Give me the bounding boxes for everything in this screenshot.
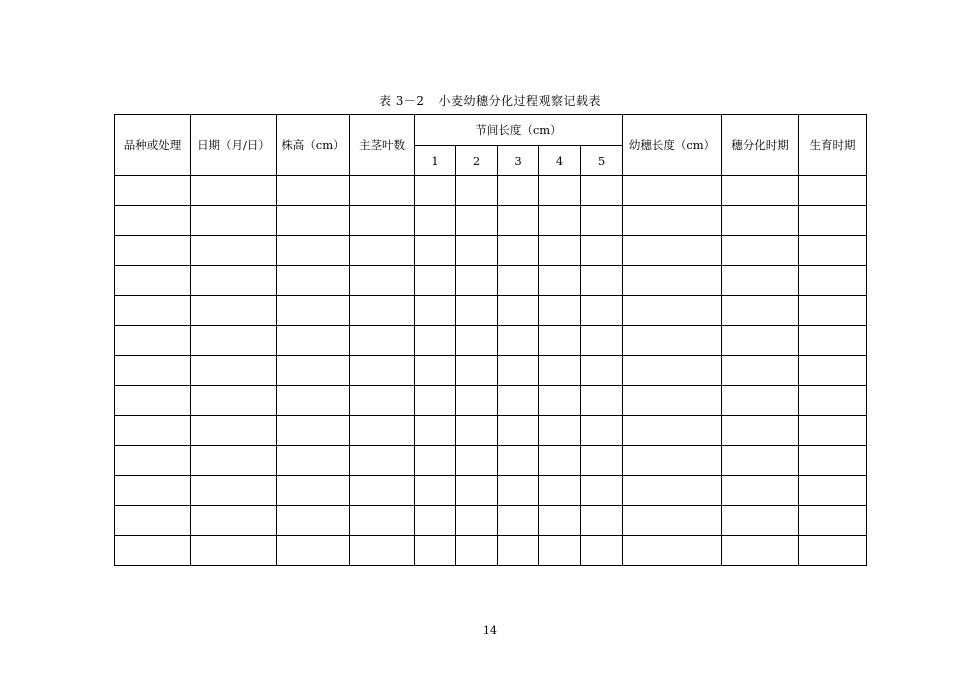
table-row xyxy=(115,416,867,446)
table-cell xyxy=(623,176,722,206)
table-cell xyxy=(498,536,539,566)
table-cell xyxy=(799,326,867,356)
table-cell xyxy=(415,386,456,416)
table-cell xyxy=(456,236,498,266)
table-cell xyxy=(456,296,498,326)
table-cell xyxy=(191,506,277,536)
table-cell xyxy=(581,506,623,536)
table-cell xyxy=(498,296,539,326)
table-cell xyxy=(277,446,350,476)
table-row xyxy=(115,176,867,206)
table-cell xyxy=(581,296,623,326)
table-cell xyxy=(456,326,498,356)
table-cell xyxy=(277,386,350,416)
table-cell xyxy=(539,446,581,476)
table-cell xyxy=(115,416,191,446)
table-cell xyxy=(350,446,415,476)
header-date: 日期（月/日） xyxy=(191,115,277,176)
table-cell xyxy=(799,266,867,296)
table-cell xyxy=(722,206,799,236)
table-cell xyxy=(623,326,722,356)
table-cell xyxy=(415,326,456,356)
header-spike-stage: 穗分化时期 xyxy=(722,115,799,176)
table-cell xyxy=(115,206,191,236)
table-cell xyxy=(277,296,350,326)
table-cell xyxy=(722,176,799,206)
table-cell xyxy=(623,356,722,386)
table-cell xyxy=(539,416,581,446)
table-cell xyxy=(350,506,415,536)
table-cell xyxy=(623,476,722,506)
table-cell xyxy=(799,506,867,536)
table-cell xyxy=(539,326,581,356)
table-cell xyxy=(350,476,415,506)
table-cell xyxy=(115,356,191,386)
table-cell xyxy=(581,446,623,476)
table-cell xyxy=(581,356,623,386)
table-cell xyxy=(799,176,867,206)
table-cell xyxy=(623,296,722,326)
table-cell xyxy=(415,536,456,566)
table-cell xyxy=(350,176,415,206)
table-cell xyxy=(277,236,350,266)
table-cell xyxy=(456,416,498,446)
table-cell xyxy=(498,326,539,356)
table-cell xyxy=(498,446,539,476)
table-cell xyxy=(539,176,581,206)
table-cell xyxy=(539,236,581,266)
table-cell xyxy=(581,206,623,236)
table-cell xyxy=(623,386,722,416)
table-cell xyxy=(350,296,415,326)
table-cell xyxy=(581,416,623,446)
table-body xyxy=(115,176,867,566)
table-cell xyxy=(623,416,722,446)
table-cell xyxy=(350,356,415,386)
table-cell xyxy=(115,236,191,266)
table-cell xyxy=(623,206,722,236)
table-cell xyxy=(581,326,623,356)
header-internode-1: 1 xyxy=(415,146,456,176)
header-internode-3: 3 xyxy=(498,146,539,176)
table-row xyxy=(115,506,867,536)
table-cell xyxy=(623,446,722,476)
table-cell xyxy=(191,476,277,506)
table-row xyxy=(115,206,867,236)
table-cell xyxy=(191,416,277,446)
table-cell xyxy=(799,206,867,236)
table-cell xyxy=(277,176,350,206)
table-cell xyxy=(277,506,350,536)
table-cell xyxy=(581,386,623,416)
table-cell xyxy=(799,536,867,566)
table-cell xyxy=(191,326,277,356)
header-internode-5: 5 xyxy=(581,146,623,176)
table-cell xyxy=(722,536,799,566)
table-cell xyxy=(350,416,415,446)
table-cell xyxy=(539,296,581,326)
table-cell xyxy=(191,176,277,206)
table-cell xyxy=(722,236,799,266)
table-cell xyxy=(456,536,498,566)
table-cell xyxy=(415,416,456,446)
table-cell xyxy=(539,536,581,566)
table-number: 表 3－2 xyxy=(378,94,425,108)
table-cell xyxy=(456,356,498,386)
table-cell xyxy=(722,356,799,386)
table-row xyxy=(115,296,867,326)
table-cell xyxy=(623,536,722,566)
table-cell xyxy=(722,506,799,536)
header-internode-4: 4 xyxy=(539,146,581,176)
header-variety: 品种或处理 xyxy=(115,115,191,176)
table-cell xyxy=(115,506,191,536)
table-cell xyxy=(498,386,539,416)
table-cell xyxy=(498,506,539,536)
table-row xyxy=(115,446,867,476)
table-cell xyxy=(115,176,191,206)
table-cell xyxy=(415,176,456,206)
header-leaf-count: 主茎叶数 xyxy=(350,115,415,176)
table-cell xyxy=(415,356,456,386)
table-cell xyxy=(456,206,498,236)
header-plant-height: 株高（cm） xyxy=(277,115,350,176)
table-cell xyxy=(799,296,867,326)
table-cell xyxy=(415,506,456,536)
observation-table xyxy=(114,114,867,566)
table-caption xyxy=(0,92,980,109)
table-cell xyxy=(115,386,191,416)
table-row xyxy=(115,476,867,506)
table-cell xyxy=(115,326,191,356)
table-cell xyxy=(799,416,867,446)
table-cell xyxy=(799,446,867,476)
table-cell xyxy=(415,296,456,326)
table-cell xyxy=(498,476,539,506)
table-cell xyxy=(799,476,867,506)
table-cell xyxy=(115,476,191,506)
table-cell xyxy=(722,386,799,416)
table-cell xyxy=(115,296,191,326)
table-cell xyxy=(115,536,191,566)
page-number: 14 xyxy=(483,624,497,637)
table-cell xyxy=(191,236,277,266)
table-cell xyxy=(498,176,539,206)
table-cell xyxy=(799,236,867,266)
table-cell xyxy=(722,296,799,326)
table-cell xyxy=(277,416,350,446)
table-cell xyxy=(623,236,722,266)
table-cell xyxy=(350,536,415,566)
table-cell xyxy=(498,356,539,386)
table-cell xyxy=(498,266,539,296)
table-cell xyxy=(277,536,350,566)
table-cell xyxy=(722,476,799,506)
table-cell xyxy=(722,326,799,356)
table-cell xyxy=(415,206,456,236)
table-cell xyxy=(115,446,191,476)
table-row xyxy=(115,326,867,356)
table-cell xyxy=(350,386,415,416)
table-cell xyxy=(191,446,277,476)
table-cell xyxy=(623,506,722,536)
header-spike-length: 幼穗长度（cm） xyxy=(623,115,722,176)
table-cell xyxy=(456,476,498,506)
table-cell xyxy=(191,206,277,236)
table-cell xyxy=(277,326,350,356)
header-internode-length: 节间长度（cm） xyxy=(415,115,623,146)
table-cell xyxy=(623,266,722,296)
table-title: 小麦幼穗分化过程观察记载表 xyxy=(438,94,602,108)
table-cell xyxy=(277,356,350,386)
table-cell xyxy=(498,206,539,236)
table-cell xyxy=(722,446,799,476)
table-cell xyxy=(456,386,498,416)
table-cell xyxy=(539,356,581,386)
table-cell xyxy=(415,446,456,476)
table-cell xyxy=(191,266,277,296)
table-cell xyxy=(456,446,498,476)
table-cell xyxy=(191,386,277,416)
table-cell xyxy=(498,416,539,446)
header-growth-stage: 生育时期 xyxy=(799,115,867,176)
table-row xyxy=(115,236,867,266)
table-cell xyxy=(539,506,581,536)
table-cell xyxy=(581,176,623,206)
table-cell xyxy=(581,536,623,566)
table-cell xyxy=(115,266,191,296)
table-cell xyxy=(350,266,415,296)
table-cell xyxy=(350,236,415,266)
table-cell xyxy=(722,266,799,296)
table-cell xyxy=(415,236,456,266)
table-cell xyxy=(415,266,456,296)
table-cell xyxy=(191,536,277,566)
table-cell xyxy=(191,356,277,386)
table-cell xyxy=(350,326,415,356)
table-row xyxy=(115,386,867,416)
table-cell xyxy=(191,296,277,326)
table-cell xyxy=(799,356,867,386)
table-cell xyxy=(581,476,623,506)
table-row xyxy=(115,536,867,566)
table-cell xyxy=(277,206,350,236)
table-cell xyxy=(350,206,415,236)
table-cell xyxy=(277,476,350,506)
table-cell xyxy=(277,266,350,296)
table-cell xyxy=(539,386,581,416)
table-cell xyxy=(539,266,581,296)
table-cell xyxy=(498,236,539,266)
table-row xyxy=(115,356,867,386)
table-cell xyxy=(799,386,867,416)
header-internode-2: 2 xyxy=(456,146,498,176)
table-cell xyxy=(539,206,581,236)
table-cell xyxy=(456,266,498,296)
table-cell xyxy=(722,416,799,446)
table-cell xyxy=(456,176,498,206)
table-row xyxy=(115,266,867,296)
table-cell xyxy=(581,236,623,266)
table-cell xyxy=(456,506,498,536)
table-cell xyxy=(539,476,581,506)
table-cell xyxy=(581,266,623,296)
table-cell xyxy=(415,476,456,506)
